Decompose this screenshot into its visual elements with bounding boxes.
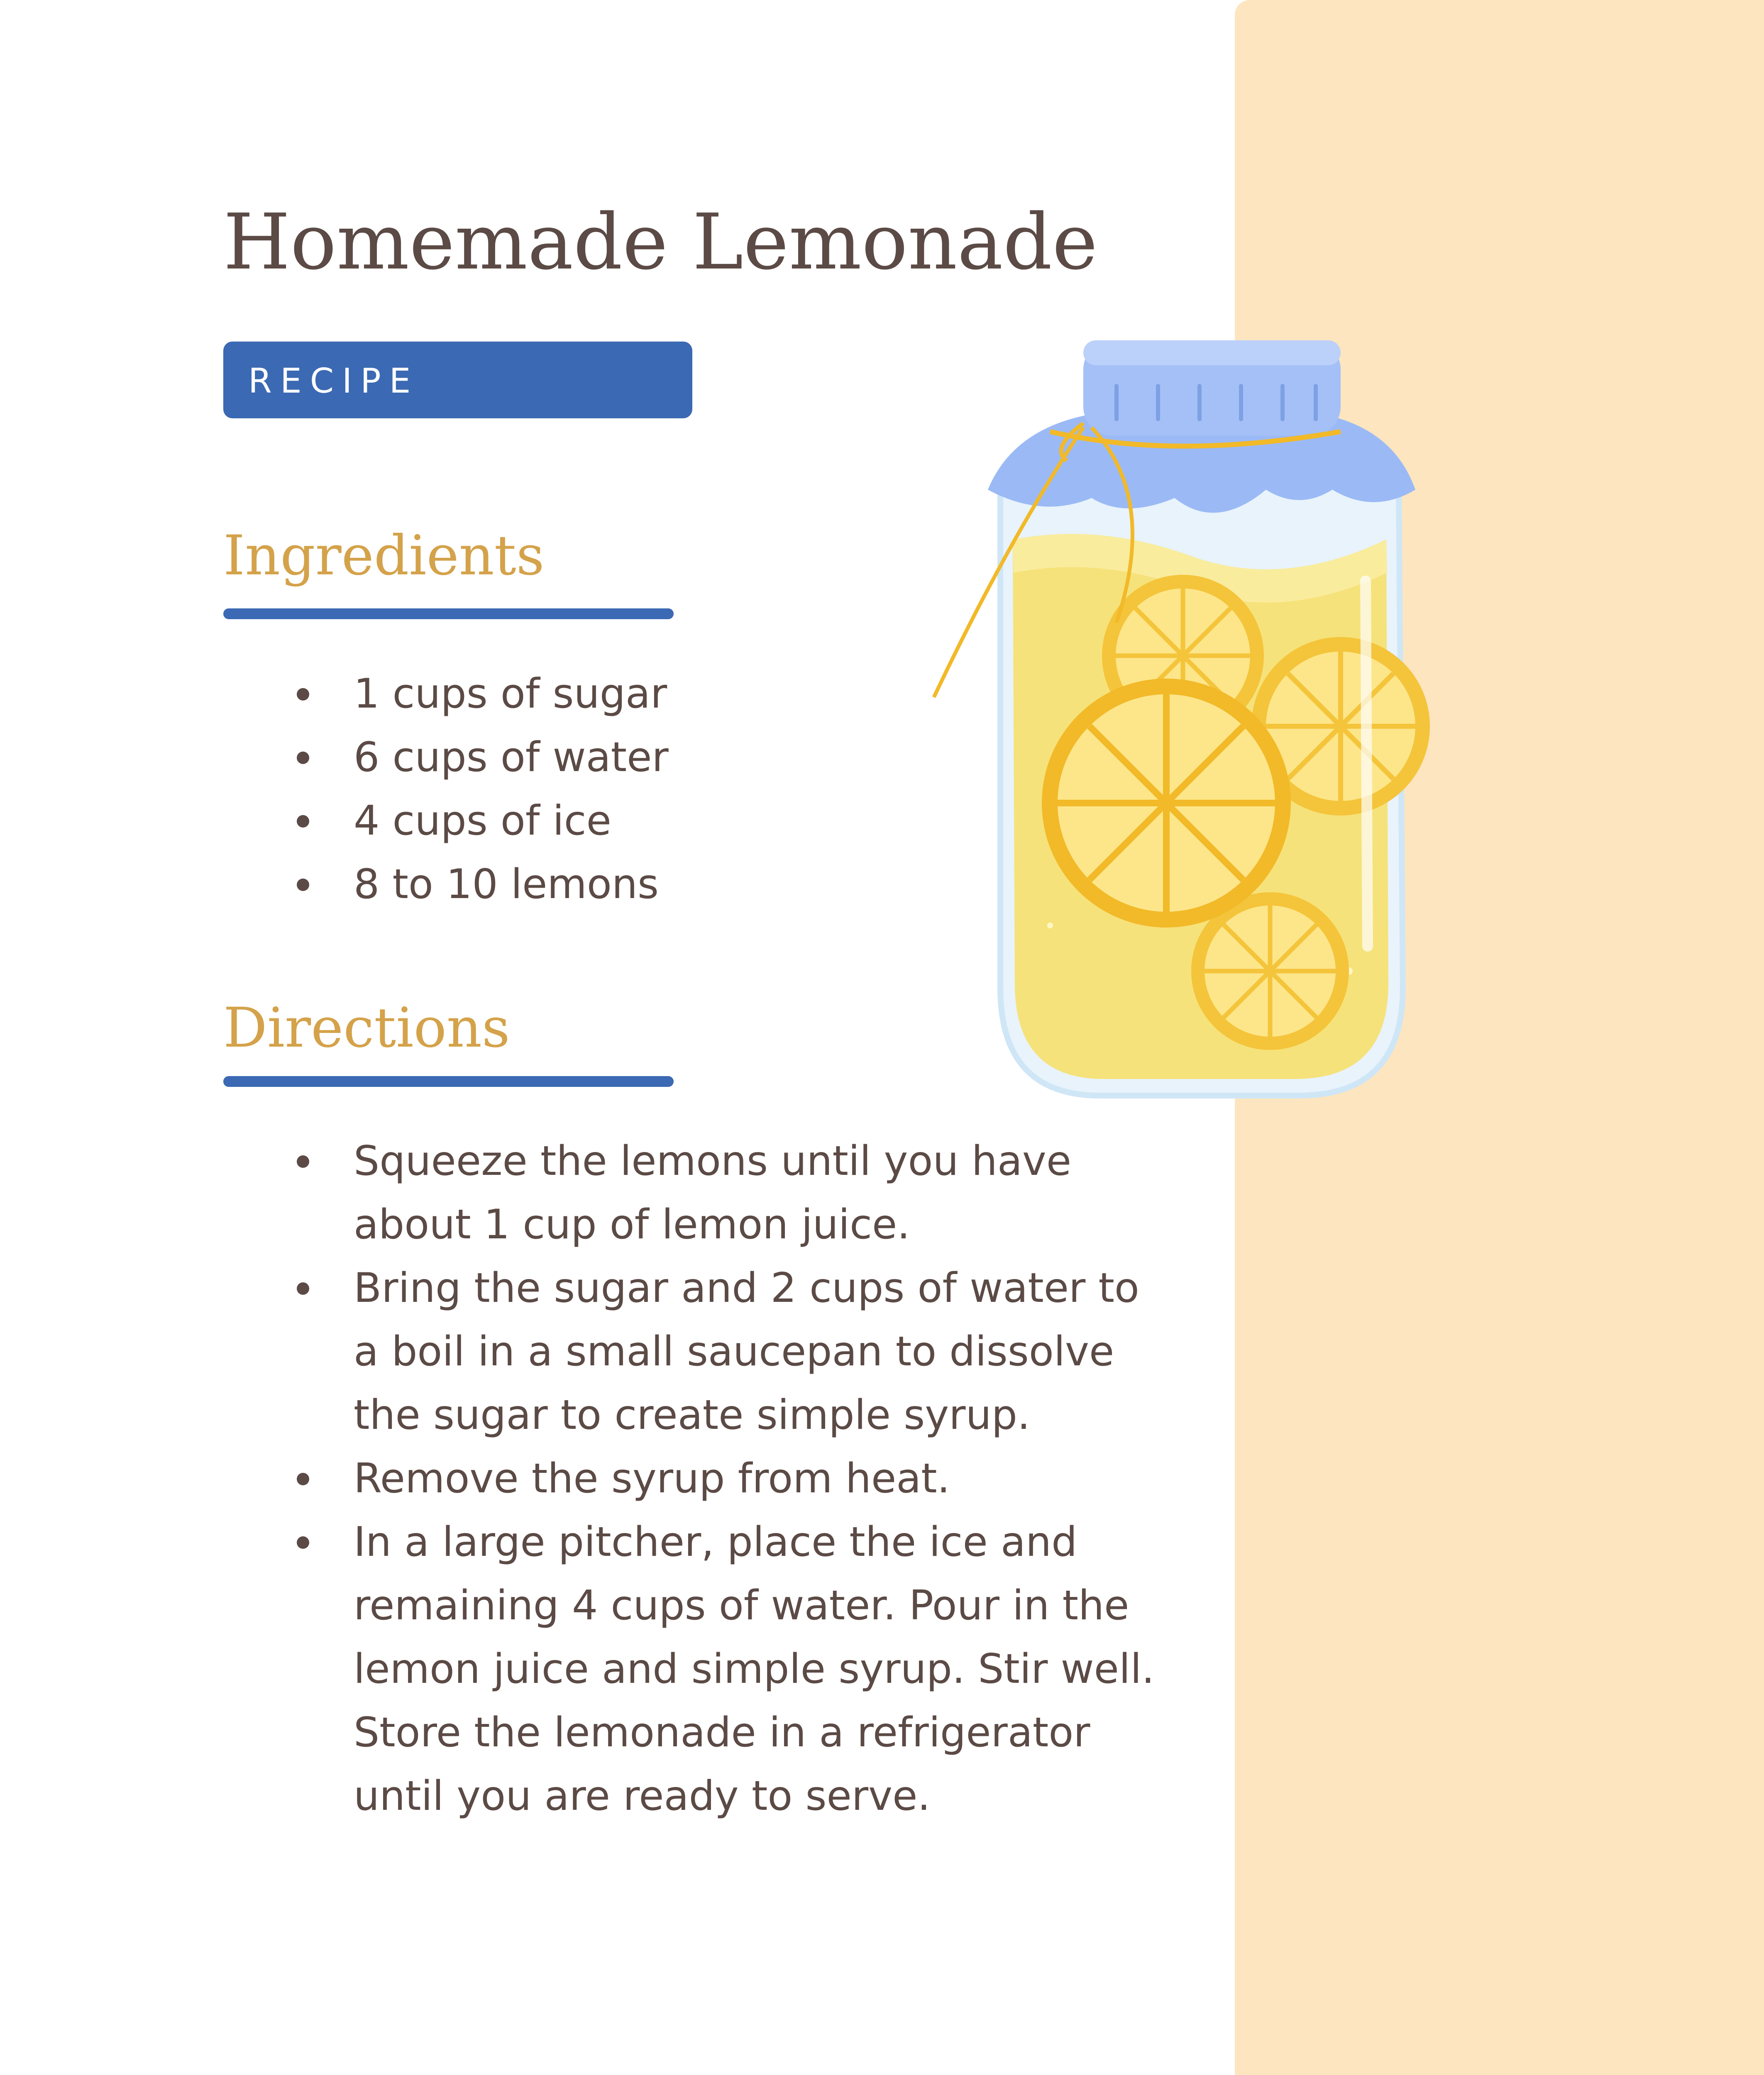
- ingredients-divider: [223, 608, 674, 619]
- ingredients-list: [297, 662, 669, 916]
- direction-step: In a large pitcher, place the ice and remaining 4 cups of water. Pour in the lemon juice and simple syrup. Stir well. Store the lemonade in a refrigerator until you are ready to serve.: [297, 1511, 1156, 1828]
- direction-step: Squeeze the lemons until you have about 1 cup of lemon juice.: [297, 1130, 1156, 1257]
- ingredient-item: 6 cups of water: [297, 726, 669, 789]
- recipe-badge: [223, 342, 692, 418]
- ingredients-heading: Ingredients: [223, 524, 545, 588]
- lemonade-jar-icon: [926, 324, 1473, 1104]
- ingredient-item: 1 cups of sugar: [297, 662, 669, 726]
- direction-step: Remove the syrup from heat.: [297, 1447, 1156, 1511]
- ingredient-item: 4 cups of ice: [297, 789, 669, 853]
- directions-list: [297, 1130, 1156, 1828]
- recipe-badge-label: RECIPE: [248, 361, 419, 401]
- directions-heading: Directions: [223, 996, 510, 1060]
- ingredient-item: 8 to 10 lemons: [297, 853, 669, 916]
- directions-divider: [223, 1076, 674, 1087]
- direction-step: Bring the sugar and 2 cups of water to a boil in a small saucepan to dissolve the sugar to create simple syrup.: [297, 1257, 1156, 1447]
- page-title: Homemade Lemonade: [223, 197, 1098, 287]
